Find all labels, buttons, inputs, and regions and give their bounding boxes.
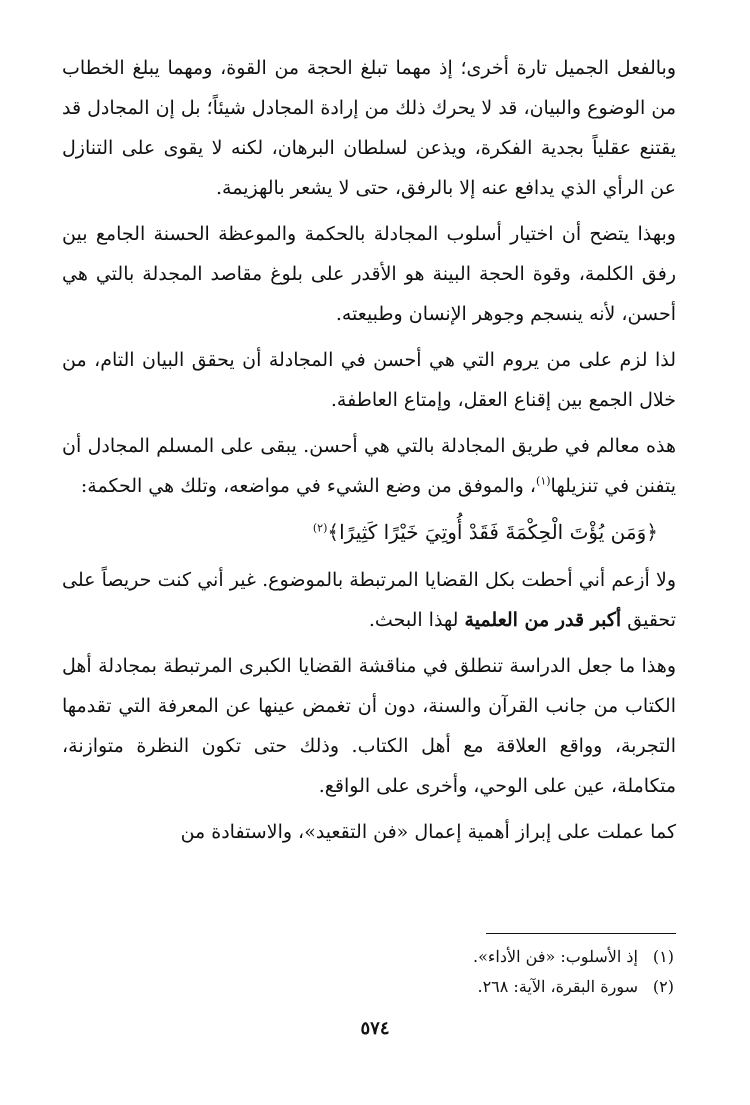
footnote-2-text: سورة البقرة، الآية: ٢٦٨. — [477, 977, 638, 996]
footnote-1-text: إذ الأسلوب: «فن الأداء». — [473, 947, 638, 966]
paragraph-2: وبهذا يتضح أن اختيار أسلوب المجادلة بالحكمة والموعظة الحسنة الجامع بين رفق الكلمة، وقوة الحجة البينة هو الأقدر على بلوغ مقاصد المجدلة بالتي هي أحسن، لأنه ينسجم وجوهر الإنسان وطبيعته. — [62, 223, 676, 325]
footnote-1 — [74, 942, 674, 972]
main-text — [62, 40, 676, 858]
footnote-ref-1[interactable]: (١) — [536, 474, 551, 488]
paragraph-5 — [62, 560, 676, 640]
paragraph-4-text-b: ، والموفق من وضع الشيء في مواضعه، وتلك هي الحكمة: — [80, 475, 537, 497]
page-number: ٥٧٤ — [360, 1018, 390, 1039]
footnote-1-number: (١) — [652, 947, 674, 966]
paragraph-1: وبالفعل الجميل تارة أخرى؛ إذ مهما تبلغ الحجة من القوة، ومهما يبلغ الخطاب من الوضوع والبيان، قد لا يحرك ذلك من إرادة المجادل شيئاً؛ بل إن المجادل قد يقتنع عقلياً بجدية الفكرة، ويذعن لسلطان البرهان، لكنه لا يقوى على التنازل عن الرأي الذي يدافع عنه إلا بالرفق، حتى لا يشعر بالهزيمة. — [62, 57, 676, 199]
footnote-2-number: (٢) — [652, 977, 674, 996]
footnotes — [74, 942, 674, 1002]
quran-verse-text: ﴿وَمَن يُؤْتَ الْحِكْمَةَ فَقَدْ أُوتِيَ خَيْرًا كَثِيرًا﴾ — [327, 520, 658, 544]
footnote-2 — [74, 972, 674, 1002]
paragraph-5-bold: أكبر قدر من العلمية — [464, 609, 622, 631]
paragraph-5-text-a: ولا أزعم أني أحطت بكل القضايا المرتبطة بالموضوع. غير أني كنت حريصاً على تحقيق — [62, 569, 676, 631]
footnote-ref-2[interactable]: (٢) — [312, 521, 328, 535]
paragraph-5-text-b: لهذا البحث. — [368, 609, 465, 631]
paragraph-6: وهذا ما جعل الدراسة تنطلق في مناقشة القضايا الكبرى المرتبطة بمجادلة أهل الكتاب من جانب القرآن والسنة، دون أن تغمض عينها عن المعرفة التي تقدمها التجربة، وواقع العلاقة مع أهل الكتاب. وذلك حتى تكون النظرة متوازنة، متكاملة، عين على الوحي، وأخرى على الواقع. — [62, 655, 677, 797]
quran-verse — [62, 512, 676, 552]
paragraph-7: كما عملت على إبراز أهمية إعمال «فن التقعيد»، والاستفادة من — [180, 821, 676, 843]
paragraph-4-text-a: هذه معالم في طريق المجادلة بالتي هي أحسن. يبقى على المسلم المجادل أن يتفنن في تنزيلها — [62, 435, 676, 497]
paragraph-3: لذا لزم على من يروم التي هي أحسن في المجادلة أن يحقق البيان التام، من خلال الجمع بين إقناع العقل، وإمتاع العاطفة. — [62, 349, 676, 411]
footnote-divider — [486, 933, 676, 934]
paragraph-4 — [62, 426, 676, 506]
